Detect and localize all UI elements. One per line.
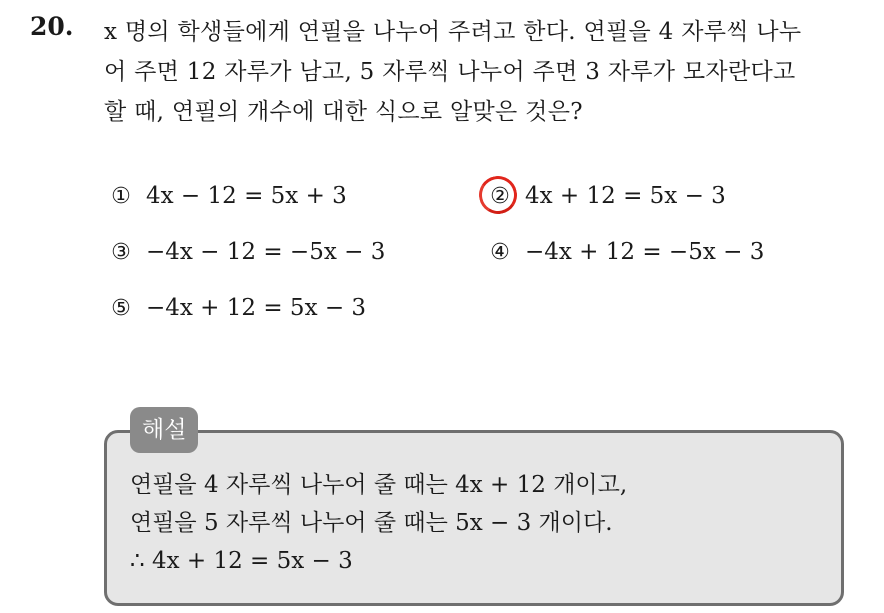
explanation-line: 연필을 4 자루씩 나누어 줄 때는 4x + 12 개이고, — [130, 472, 628, 498]
question-number: 20. — [30, 12, 74, 41]
choice-marker: ⑤ — [111, 295, 131, 321]
choice-marker: ④ — [490, 239, 510, 265]
choice-4[interactable] — [485, 239, 764, 265]
choice-expression: 4x + 12 = 5x − 3 — [525, 183, 726, 209]
choice-expression: −4x − 12 = −5x − 3 — [146, 239, 386, 265]
choice-marker: ③ — [111, 239, 131, 265]
choice-3[interactable] — [106, 239, 385, 265]
choice-2[interactable] — [485, 183, 726, 209]
choice-1[interactable] — [106, 183, 347, 209]
choice-marker: ① — [111, 183, 131, 209]
explanation-text — [130, 466, 627, 580]
question-text — [104, 12, 874, 132]
explanation-label: 해설 — [130, 407, 198, 453]
explanation-line: 연필을 5 자루씩 나누어 줄 때는 5x − 3 개이다. — [130, 510, 613, 536]
choice-expression: −4x + 12 = 5x − 3 — [146, 295, 367, 321]
choice-expression: 4x − 12 = 5x + 3 — [146, 183, 347, 209]
choice-5[interactable] — [106, 295, 366, 321]
question-line: x 명의 학생들에게 연필을 나누어 주려고 한다. 연필을 4 자루씩 나누 — [104, 19, 802, 45]
choice-marker-glyph: ② — [490, 183, 510, 209]
choice-marker — [485, 184, 515, 209]
selected-answer-circle-icon — [475, 172, 520, 217]
question-line: 어 주면 12 자루가 남고, 5 자루씩 나누어 주면 3 자루가 모자란다고 — [104, 59, 796, 85]
question-line: 할 때, 연필의 개수에 대한 식으로 알맞은 것은? — [104, 99, 583, 125]
choice-expression: −4x + 12 = −5x − 3 — [525, 239, 765, 265]
explanation-line: ∴ 4x + 12 = 5x − 3 — [130, 548, 353, 574]
